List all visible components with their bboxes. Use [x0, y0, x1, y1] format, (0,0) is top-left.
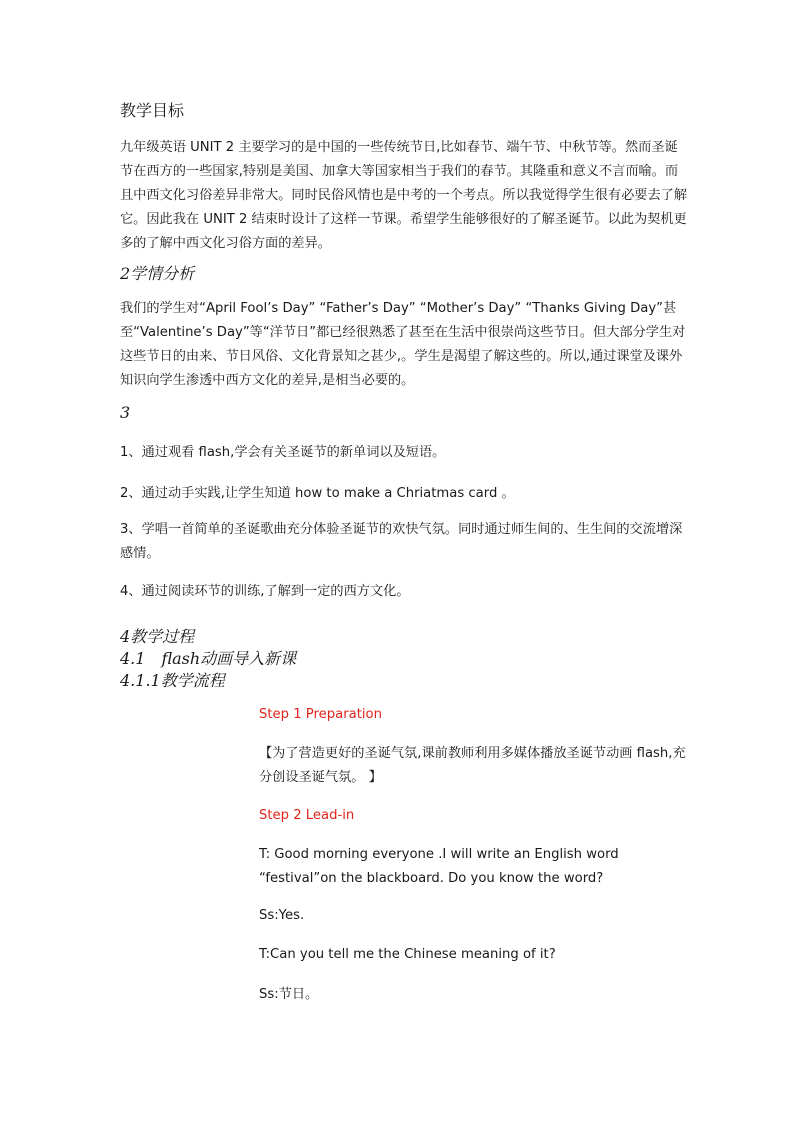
- dialogue-line: Ss:Yes.: [259, 908, 305, 923]
- dialogue-line: Ss:节日。: [259, 987, 319, 1002]
- objective-item: 2、通过动手实践,让学生知道 how to make a Chriatmas card 。: [120, 486, 515, 501]
- objective-item: 3、学唱一首简单的圣诞歌曲充分体验圣诞节的欢快气氛。同时通过师生间的、生生间的交流增深感情。: [120, 522, 683, 561]
- analysis-paragraph: 我们的学生对“April Fool’s Day” “Father’s Day” “Mother’s Day” “Thanks Giving Day”甚至“Valentine’s Day”等“洋节日”都已经很熟悉了甚至在生活中很崇尚这些节日。但大部分学生对这些节日的由来、节日风俗、文化背景知之甚少,。学生是渴望了解这些的。所以,通过课堂及课外知识向学生渗透中西方文化的差异,是相当必要的。: [120, 301, 686, 388]
- objective-item: 4、通过阅读环节的训练,了解到一定的西方文化。: [120, 584, 410, 599]
- process-heading: 4教学过程: [120, 627, 195, 646]
- goal-paragraph: 九年级英语 UNIT 2 主要学习的是中国的一些传统节日,比如春节、端午节、中秋节等。然而圣诞节在西方的一些国家,特别是美国、加拿大等国家相当于我们的春节。其隆重和意义不言而喻。而且中西文化习俗差异非常大。同时民俗风情也是中考的一个考点。所以我觉得学生很有必要去了解它。因此我在 UNIT 2 结束时设计了这样一节课。希望学生能够很好的了解圣诞节。以此为契机更多的了解中西文化习俗方面的差异。: [120, 140, 688, 251]
- objective-item: 1、通过观看 flash,学会有关圣诞节的新单词以及短语。: [120, 445, 446, 460]
- analysis-heading: 2学情分析: [120, 264, 195, 283]
- goal-heading: 教学目标: [120, 101, 185, 120]
- objectives-heading: 3: [120, 403, 131, 422]
- step-1-note: 【为了营造更好的圣诞气氛,课前教师利用多媒体播放圣诞节动画 flash,充分创设圣诞气氛。 】: [259, 746, 686, 785]
- dialogue-line: T: Good morning everyone .I will write an English word “festival”on the blackboard. Do you know the word?: [259, 847, 619, 886]
- process-subsubheading: 4.1.1教学流程: [120, 671, 225, 690]
- dialogue-line: T:Can you tell me the Chinese meaning of it?: [259, 947, 556, 962]
- process-subheading: 4.1 flash动画导入新课: [120, 649, 297, 668]
- step-1-title: Step 1 Preparation: [259, 707, 382, 722]
- step-2-title: Step 2 Lead-in: [259, 808, 355, 823]
